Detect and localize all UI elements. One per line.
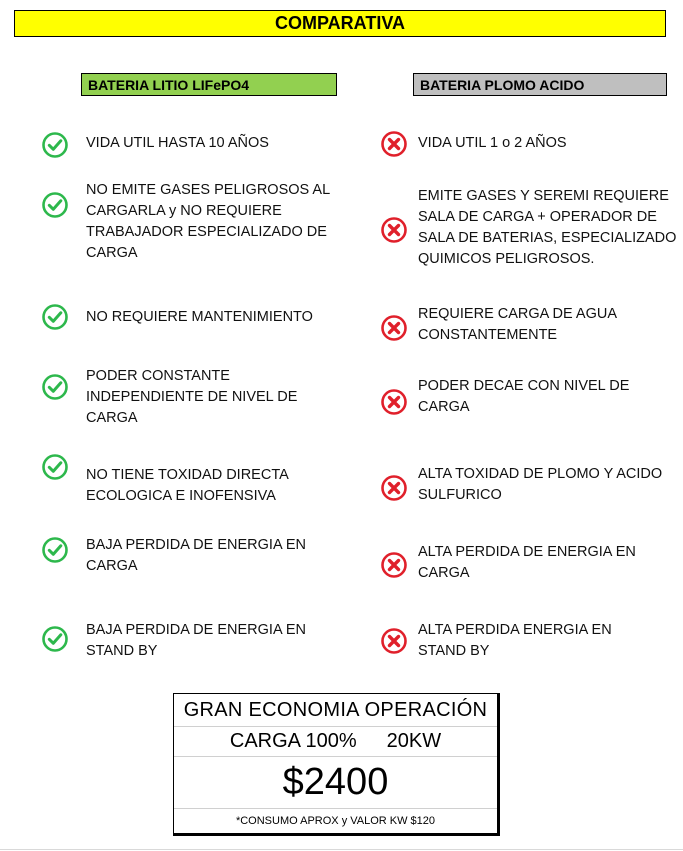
summary-box bbox=[173, 693, 500, 836]
feature-line: PODER DECAE CON NIVEL DE bbox=[418, 378, 630, 394]
lithium-feature bbox=[86, 465, 289, 507]
summary-note-row bbox=[174, 809, 497, 833]
cross-icon bbox=[380, 314, 408, 342]
feature-line: SALA DE CARGA + OPERADOR DE bbox=[418, 209, 657, 225]
summary-load-row bbox=[174, 727, 497, 757]
lead-acid-feature bbox=[418, 620, 612, 662]
lead-acid-feature bbox=[418, 376, 629, 418]
cross-icon bbox=[380, 130, 408, 158]
feature-line: REQUIERE CARGA DE AGUA bbox=[418, 306, 618, 322]
feature-line: VIDA UTIL HASTA 10 AÑOS bbox=[86, 135, 269, 151]
feature-line: EMITE GASES Y SEREMI REQUIERE bbox=[418, 188, 669, 204]
lithium-feature bbox=[86, 535, 306, 577]
feature-line: STAND BY bbox=[418, 643, 490, 659]
check-icon bbox=[41, 536, 69, 564]
check-icon bbox=[41, 625, 69, 653]
cross-icon bbox=[380, 388, 408, 416]
feature-line: INDEPENDIENTE DE NIVEL DE bbox=[86, 389, 298, 405]
feature-line: SALA DE BATERIAS, ESPECIALIZADO bbox=[418, 230, 677, 246]
lead-acid-feature bbox=[418, 464, 662, 506]
feature-line: ALTA PERDIDA DE ENERGIA EN bbox=[418, 544, 636, 560]
feature-line: ALTA TOXIDAD DE PLOMO Y ACIDO bbox=[418, 466, 663, 482]
lead-acid-feature bbox=[418, 133, 567, 154]
check-icon bbox=[41, 131, 69, 159]
lead-acid-feature bbox=[418, 186, 676, 270]
cross-icon bbox=[380, 551, 408, 579]
summary-load: CARGA 100% bbox=[229, 730, 357, 752]
title-bar bbox=[14, 10, 666, 37]
header-lead-acid-label: BATERIA PLOMO ACIDO bbox=[420, 76, 585, 93]
cross-icon bbox=[380, 474, 408, 502]
lead-acid-feature bbox=[418, 304, 617, 346]
lithium-feature bbox=[86, 180, 330, 264]
summary-note: *CONSUMO APROX y VALOR KW $120 bbox=[235, 815, 436, 827]
feature-line: CARGA bbox=[86, 245, 138, 261]
summary-price-row bbox=[174, 757, 497, 809]
feature-line: CARGA bbox=[86, 558, 138, 574]
header-lithium bbox=[81, 73, 337, 96]
summary-power: 20KW bbox=[386, 730, 442, 752]
feature-line: CARGA bbox=[86, 410, 138, 426]
page-divider bbox=[0, 849, 683, 850]
feature-line: VIDA UTIL 1 o 2 AÑOS bbox=[418, 135, 567, 151]
check-icon bbox=[41, 373, 69, 401]
header-lithium-label: BATERIA LITIO LIFePO4 bbox=[88, 76, 250, 93]
check-icon bbox=[41, 453, 69, 481]
lithium-feature bbox=[86, 133, 269, 154]
summary-headline: GRAN ECONOMIA OPERACIÓN bbox=[183, 698, 488, 721]
summary-headline-row bbox=[174, 694, 497, 727]
page-title: COMPARATIVA bbox=[275, 13, 405, 33]
feature-line: BAJA PERDIDA DE ENERGIA EN bbox=[86, 537, 306, 553]
feature-line: NO EMITE GASES PELIGROSOS AL bbox=[86, 182, 331, 198]
feature-line: BAJA PERDIDA DE ENERGIA EN bbox=[86, 622, 306, 638]
feature-line: SULFURICO bbox=[418, 487, 502, 503]
summary-price: $2400 bbox=[282, 761, 389, 803]
lithium-feature bbox=[86, 307, 313, 328]
check-icon bbox=[41, 303, 69, 331]
feature-line: NO REQUIERE MANTENIMIENTO bbox=[86, 309, 313, 325]
check-icon bbox=[41, 191, 69, 219]
header-lead-acid bbox=[413, 73, 667, 96]
feature-line: CONSTANTEMENTE bbox=[418, 327, 558, 343]
feature-line: CARGA bbox=[418, 399, 470, 415]
feature-line: NO TIENE TOXIDAD DIRECTA bbox=[86, 467, 289, 483]
feature-line: CARGA bbox=[418, 565, 470, 581]
feature-line: QUIMICOS PELIGROSOS. bbox=[418, 251, 595, 267]
feature-line: ECOLOGICA E INOFENSIVA bbox=[86, 488, 276, 504]
lithium-feature bbox=[86, 366, 297, 429]
feature-line: PODER CONSTANTE bbox=[86, 368, 230, 384]
feature-line: CARGARLA y NO REQUIERE bbox=[86, 203, 282, 219]
feature-line: STAND BY bbox=[86, 643, 158, 659]
feature-line: TRABAJADOR ESPECIALIZADO DE bbox=[86, 224, 327, 240]
feature-line: ALTA PERDIDA ENERGIA EN bbox=[418, 622, 612, 638]
cross-icon bbox=[380, 627, 408, 655]
cross-icon bbox=[380, 216, 408, 244]
lithium-feature bbox=[86, 620, 306, 662]
lead-acid-feature bbox=[418, 542, 636, 584]
